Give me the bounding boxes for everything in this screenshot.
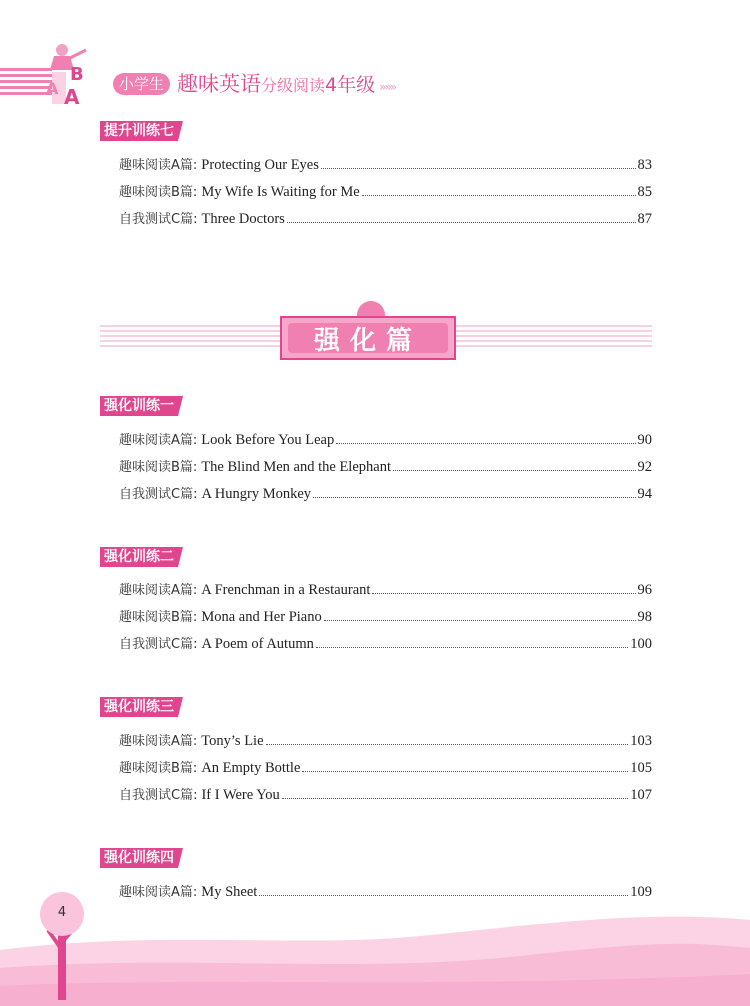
toc-page-number: 105: [630, 760, 652, 776]
kid-logo-icon: [40, 42, 110, 106]
toc-tag: 趣味阅读B篇: [119, 185, 193, 200]
header-pill: 小学生: [113, 73, 170, 95]
toc-title: My Sheet: [201, 884, 258, 900]
toc-leader-dots: [362, 195, 636, 196]
toc-leader-dots: [287, 222, 636, 223]
toc-tag: 趣味阅读A篇: [119, 885, 193, 900]
part-banner: [280, 316, 456, 360]
toc-title: A Poem of Autumn: [201, 636, 314, 652]
toc-tag: 自我测试C篇: [119, 788, 194, 803]
toc-page-number: 98: [637, 609, 652, 625]
toc-row[interactable]: 自我测试C篇 : If I Were You 107: [119, 784, 652, 811]
toc-tag: 趣味阅读B篇: [119, 460, 193, 475]
footer-landscape: [0, 890, 750, 1006]
toc-tag: 趣味阅读B篇: [119, 761, 193, 776]
toc-tag: 自我测试C篇: [119, 212, 194, 227]
toc-leader-dots: [393, 470, 636, 471]
section-label: 强化训练三: [100, 697, 178, 717]
toc-page-number: 109: [630, 884, 652, 900]
header-title-main: 趣味英语: [177, 72, 261, 96]
header-title-grade: 4年级: [325, 74, 376, 96]
toc-title: If I Were You: [201, 787, 280, 803]
toc-tag: 趣味阅读B篇: [119, 610, 193, 625]
toc-tag: 自我测试C篇: [119, 637, 194, 652]
toc-row[interactable]: 趣味阅读A篇 : A Frenchman in a Restaurant 96: [119, 579, 652, 606]
toc-row[interactable]: 自我测试C篇 : A Hungry Monkey 94: [119, 483, 652, 510]
toc-leader-dots: [336, 443, 635, 444]
toc-title: A Hungry Monkey: [201, 486, 312, 502]
toc-page-number: 85: [637, 184, 652, 200]
header-title: [177, 70, 395, 101]
toc-title: A Frenchman in a Restaurant: [201, 582, 371, 598]
toc-page-number: 87: [637, 211, 652, 227]
toc-row[interactable]: 趣味阅读B篇 : Mona and Her Piano 98: [119, 606, 652, 633]
section-label: 强化训练四: [100, 848, 178, 868]
toc-page-number: 92: [637, 459, 652, 475]
toc-title: Tony’s Lie: [201, 733, 264, 749]
toc-leader-dots: [313, 497, 635, 498]
toc-page-number: 90: [637, 432, 652, 448]
toc-leader-dots: [282, 798, 628, 799]
toc-title: An Empty Bottle: [201, 760, 301, 776]
banner-lines-left: [100, 325, 280, 350]
page-number: 4: [57, 904, 67, 920]
toc-title: Protecting Our Eyes: [201, 157, 319, 173]
toc-row[interactable]: 趣味阅读A篇 : Protecting Our Eyes 83: [119, 154, 652, 181]
toc-group: [119, 154, 652, 235]
toc-row[interactable]: 自我测试C篇 : Three Doctors 87: [119, 208, 652, 235]
toc-title: Look Before You Leap: [201, 432, 335, 448]
section-label: 强化训练一: [100, 396, 178, 416]
toc-group: [119, 730, 652, 811]
logo-letter-a2: A: [64, 85, 80, 106]
toc-title: The Blind Men and the Elephant: [201, 459, 391, 475]
toc-tag: 自我测试C篇: [119, 487, 194, 502]
toc-page-number: 94: [637, 486, 652, 502]
logo-letter-a1: A: [46, 79, 59, 98]
toc-title: Three Doctors: [201, 211, 285, 227]
toc-row[interactable]: 趣味阅读B篇 : An Empty Bottle 105: [119, 757, 652, 784]
toc-page-number: 107: [630, 787, 652, 803]
section-label: 提升训练七: [100, 121, 178, 141]
toc-page-number: 100: [630, 636, 652, 652]
toc-leader-dots: [372, 593, 635, 594]
part-banner-title: 强化篇: [288, 323, 448, 353]
toc-row[interactable]: 趣味阅读A篇 : Look Before You Leap 90: [119, 429, 652, 456]
toc-tag: 趣味阅读A篇: [119, 158, 193, 173]
toc-row[interactable]: 趣味阅读A篇 : Tony’s Lie 103: [119, 730, 652, 757]
header-title-sub: 分级阅读: [261, 76, 326, 95]
toc-leader-dots: [266, 744, 629, 745]
toc-leader-dots: [316, 647, 628, 648]
toc-group: [119, 579, 652, 660]
toc-title: My Wife Is Waiting for Me: [201, 184, 360, 200]
logo-letter-b: B: [70, 64, 84, 85]
toc-tag: 趣味阅读A篇: [119, 583, 193, 598]
toc-title: Mona and Her Piano: [201, 609, 322, 625]
toc-leader-dots: [321, 168, 636, 169]
toc-tag: 趣味阅读A篇: [119, 433, 193, 448]
toc-leader-dots: [324, 620, 636, 621]
header-arrows: »»»: [379, 80, 396, 94]
toc-row[interactable]: 趣味阅读B篇 : The Blind Men and the Elephant 92: [119, 456, 652, 483]
toc-page-number: 103: [630, 733, 652, 749]
toc-leader-dots: [302, 771, 628, 772]
toc-page-number: 96: [637, 582, 652, 598]
toc-tag: 趣味阅读A篇: [119, 734, 193, 749]
section-label: 强化训练二: [100, 547, 178, 567]
toc-page-number: 83: [637, 157, 652, 173]
banner-lines-right: [456, 325, 652, 350]
toc-row[interactable]: 趣味阅读A篇 : My Sheet 109: [119, 881, 652, 908]
toc-row[interactable]: 趣味阅读B篇 : My Wife Is Waiting for Me 85: [119, 181, 652, 208]
toc-group: [119, 429, 652, 510]
toc-row[interactable]: 自我测试C篇 : A Poem of Autumn 100: [119, 633, 652, 660]
